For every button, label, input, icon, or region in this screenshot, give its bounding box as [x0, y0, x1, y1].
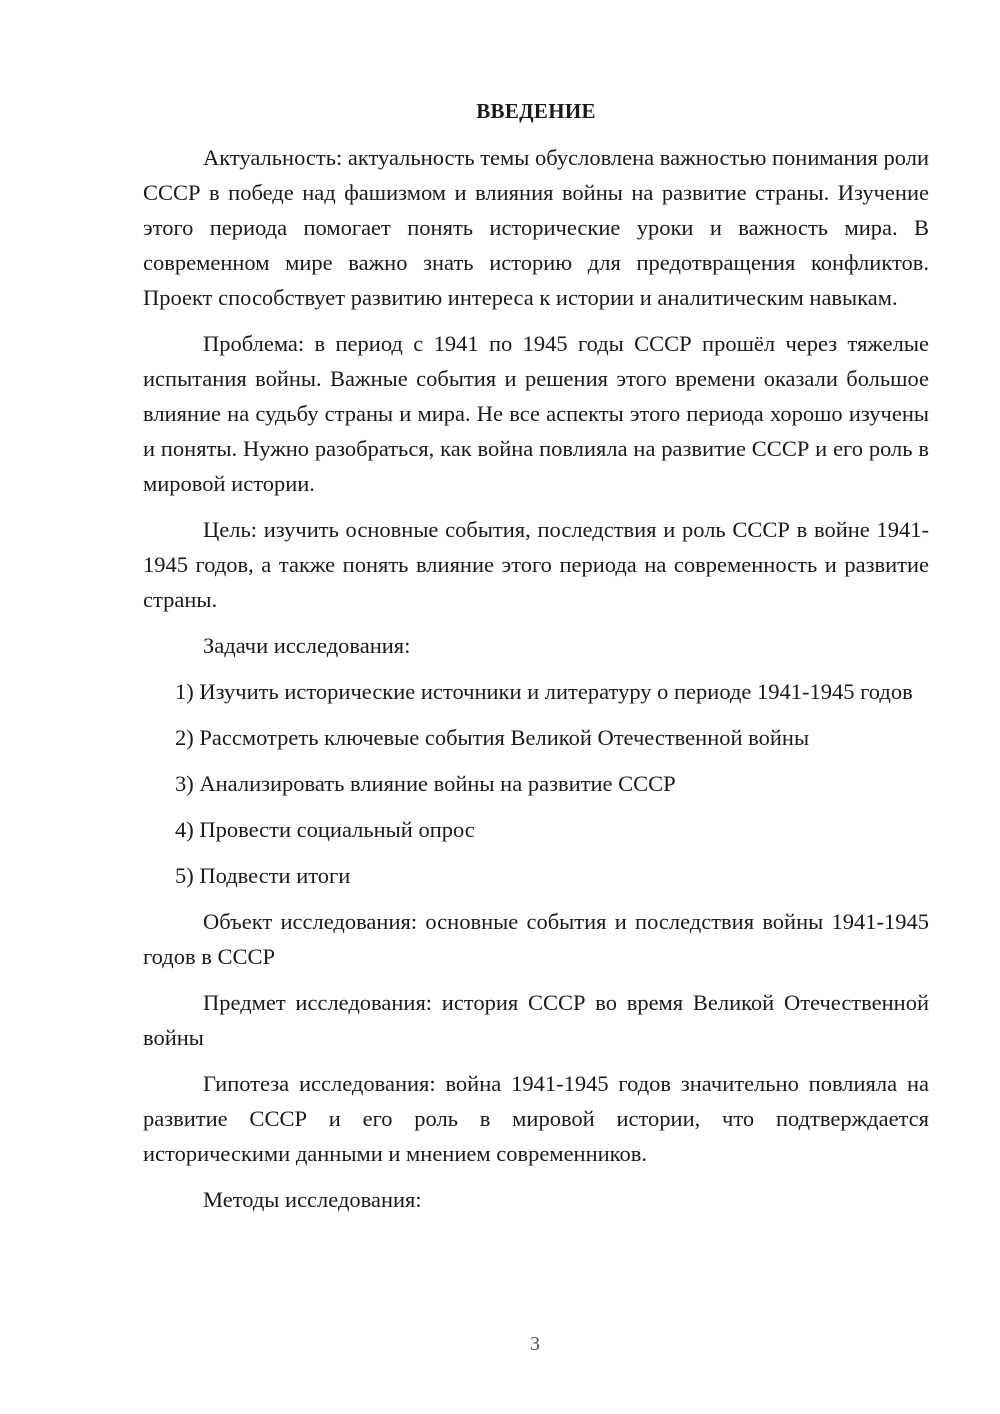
task-item-1: 1) Изучить исторические источники и литературу о периоде 1941-1945 годов	[175, 679, 913, 704]
paragraph-goal: Цель: изучить основные события, последствия и роль СССР в войне 1941-1945 годов, а также понять влияние этого периода на современность и развитие страны.	[143, 517, 929, 612]
task-item-2: 2) Рассмотреть ключевые события Великой Отечественной войны	[175, 725, 810, 750]
paragraph-tasks-heading: Задачи исследования:	[203, 633, 411, 658]
task-item-5: 5) Подвести итоги	[175, 863, 351, 888]
page-title: ВВЕДЕНИЕ	[476, 99, 596, 123]
page-number: 3	[530, 1333, 540, 1355]
paragraph-subject: Предмет исследования: история СССР во время Великой Отечественной войны	[143, 990, 929, 1050]
paragraph-problem: Проблема: в период с 1941 по 1945 годы СССР прошёл через тяжелые испытания войны. Важные события и решения этого времени оказали большое влияние на судьбу страны и мира. Не все аспекты этого периода хорошо изучены и поняты. Нужно разобраться, как война повлияла на развитие СССР и его роль в мировой истории.	[143, 331, 929, 496]
paragraph-relevance: Актуальность: актуальность темы обусловлена важностью понимания роли СССР в победе над фашизмом и влияния войны на развитие страны. Изучение этого периода помогает понять исторические уроки и важность мира. В современном мире важно знать историю для предотвращения конфликтов. Проект способствует развитию интереса к истории и аналитическим навыкам.	[143, 145, 929, 310]
paragraph-object: Объект исследования: основные события и последствия войны 1941-1945 годов в СССР	[143, 909, 929, 969]
task-item-4: 4) Провести социальный опрос	[175, 817, 475, 842]
task-item-3: 3) Анализировать влияние войны на развитие СССР	[175, 771, 676, 796]
paragraph-methods: Методы исследования:	[203, 1187, 422, 1212]
paragraph-hypothesis: Гипотеза исследования: война 1941-1945 годов значительно повлияла на развитие СССР и его роль в мировой истории, что подтверждается историческими данными и мнением современников.	[143, 1071, 929, 1166]
document-page	[143, 96, 929, 1228]
